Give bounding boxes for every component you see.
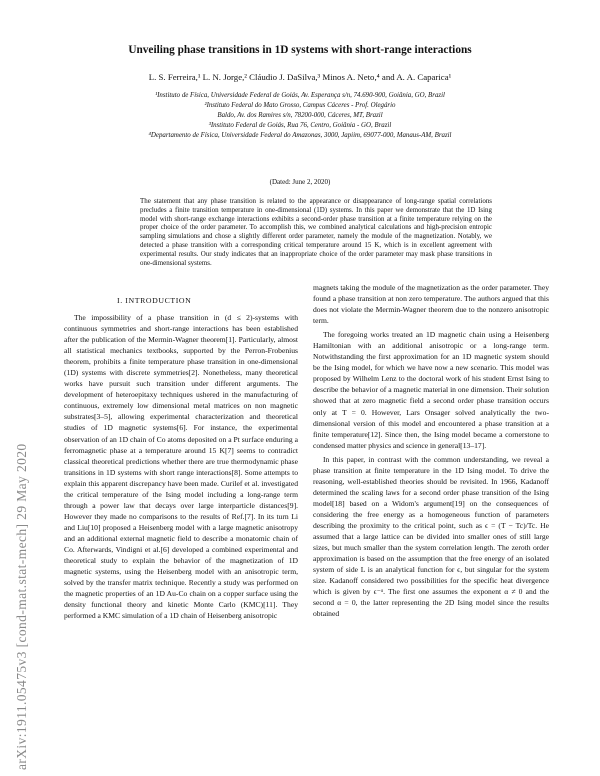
paper-title: Unveiling phase transitions in 1D systems with short-range interactions [128,44,472,56]
abstract: The statement that any phase transition is related to the appearance or disappearance of long-range spatial correlations precludes a finite transition temperature in one-dimensional (1D) systems. In this paper we demonstrate that the 1D Ising model with short-range exchange interactions exhibits a second-order phase transition at a finite temperature relying on the proper choice of the order parameter. To accomplish this, we combined analytical calculations and high-precision entropic sampling simulations and chose a slightly different order parameter, namely the module of the magnetization. Notably, we detected a phase transition with a corresponding critical temperature around 15 K, which is in excellent agreement with experimental results. Our study indicates that an inappropriate choice of the order parameter may mask phase transitions in one-dimensional systems. [140,197,492,267]
paragraph: magnets taking the module of the magnetization as the order parameter. They found a phase transition at non zero temperature. The authors argued that this does not violate the Mermin-Wagner theorem due to the nonzero anisotropic term. [313,283,549,326]
affiliation-3: ³Instituto Federal de Goiás, Rua 76, Centro, Goiânia - GO, Brazil [208,122,392,129]
affiliation-1: ¹Instituto de Física, Universidade Federal de Goiás, Av. Esperança s/n, 74.690-900, Goiânia, GO, Brazil [155,92,445,99]
paragraph: The foregoing works treated an 1D magnetic chain using a Heisenberg Hamiltonian with an additional anisotropic or a long-range term. Notwithstanding the first approximation for an 1D magnetic system should be the Ising model, for which we have now a new scenario. This model was proposed by Wilhelm Lenz to the doctoral work of his student Ernst Ising to describe the behavior of a magnetic material in one dimension. Their solution showed that at zero magnetic field a second order phase transition occurs only at T = 0. However, Lars Onsager solved analytically the two-dimensional version of this model and encountered a phase transition at a finite temperature[12]. Since then, the Ising model became a cornerstone to condensed matter physics and science in general[13–17]. [313,330,549,450]
left-column [64,312,298,621]
arxiv-identifier: arXiv:1911.05475v3 [cond-mat.stat-mech] 29 May 2020 [14,443,29,770]
affiliation-2: ²Instituto Federal do Mato Grosso, Campus Cáceres - Prof. Olegário [204,102,396,109]
section-heading: I. INTRODUCTION [117,296,192,305]
author-list: L. S. Ferreira,¹ L. N. Jorge,² Cláudio J. DaSilva,³ Minos A. Neto,⁴ and A. A. Caparica¹ [148,72,452,82]
date-line: (Dated: June 2, 2020) [269,178,331,186]
right-column [313,282,549,619]
paragraph: The impossibility of a phase transition in (d ≤ 2)-systems with continuous symmetries and short-range interactions has been established after the publication of the Mermin-Wagner theorem[1]. Particularly, almost all statistical mechanics textbooks, supported by the Perron-Frobenius theorem, prohibits a finite temperature phase transition in one-dimensional (1D) systems with discrete symmetries[2]. Nonetheless, many theoretical works have pursuit such transition under different arguments. The development of heteroepitaxy techniques ushered in the manufacturing of continuous, extremely low dimensional metal matrices on non magnetic substrates[3–5], allowing experimental characterization and theoretical studies of 1D magnetic systems[6]. For instance, the experimental observation of an 1D chain of Co atoms deposited on a Pt surface enduring a ferromagnetic phase at a temperature around 15 K[7] seems to contradict classical theoretical predictions whether there are true thermodynamic phase transitions in 1D systems with short range interactions[8]. Some attempts to explain this apparent discrepancy have been made. Curilef et al. investigated the critical temperature of the Ising model including a long-range term through a power law that decays over large interparticle distances[9]. However they made no comparisons to the results of Ref.[7]. In its turn Li and Liu[10] proposed a Heisenberg model with a large magnetic anisotropy and an additional external magnetic field to describe a monatomic chain of Co. Afterwards, Vindigni et al.[6] developed a combined experimental and theoretical study to explain the behavior of the magnetization of 1D magnetic systems, using the Heisenberg model with an anisotropic term, solved by the transfer matrix technique. Recently a study was performed on the magnetic properties of an 1D Au-Co chain on a copper surface using the density functional theory and kinetic Monte Carlo (KMC)[11]. They performed a KMC simulation of a 1D chain of Heisenberg anisotropic [64,313,298,621]
affiliation-2-address: Baldo, Av. dos Ramires s/n, 78200-000, Cáceres, MT, Brazil [217,112,383,119]
affiliation-4: ⁴Departamento de Física, Universidade Federal do Amazonas, 3000, Japiim, 69077-000, Manaus-AM, Brazil [148,132,452,139]
paragraph: In this paper, in contrast with the common understanding, we reveal a phase transition at finite temperature in the 1D Ising model. To drive the reasoning, well-established theories should be revisited. In 1966, Kadanoff determined the scaling laws for a second order phase transition of the Ising model[18] based on a Widom's argument[19] on the consequences of considering the free energy as a homogeneous function of parameters describing the proximity to the critical point, such as ϵ = (T − Tc)/Tc. He assumed that a large lattice can be divided into smaller ones of still large sizes, but much smaller than the system correlation length. The zeroth order approximation is based on the assumption that the free energy of an isolated system of side L is an analytical function for ϵ, but singular for the system size. Kadanoff considered two possibilities for the specific heat divergence which is given by ϵ⁻ᵅ. The first one assumes the exponent α ≠ 0 and the second α = 0, the latter representing the 2D Ising model since the results obtained [313,454,549,619]
